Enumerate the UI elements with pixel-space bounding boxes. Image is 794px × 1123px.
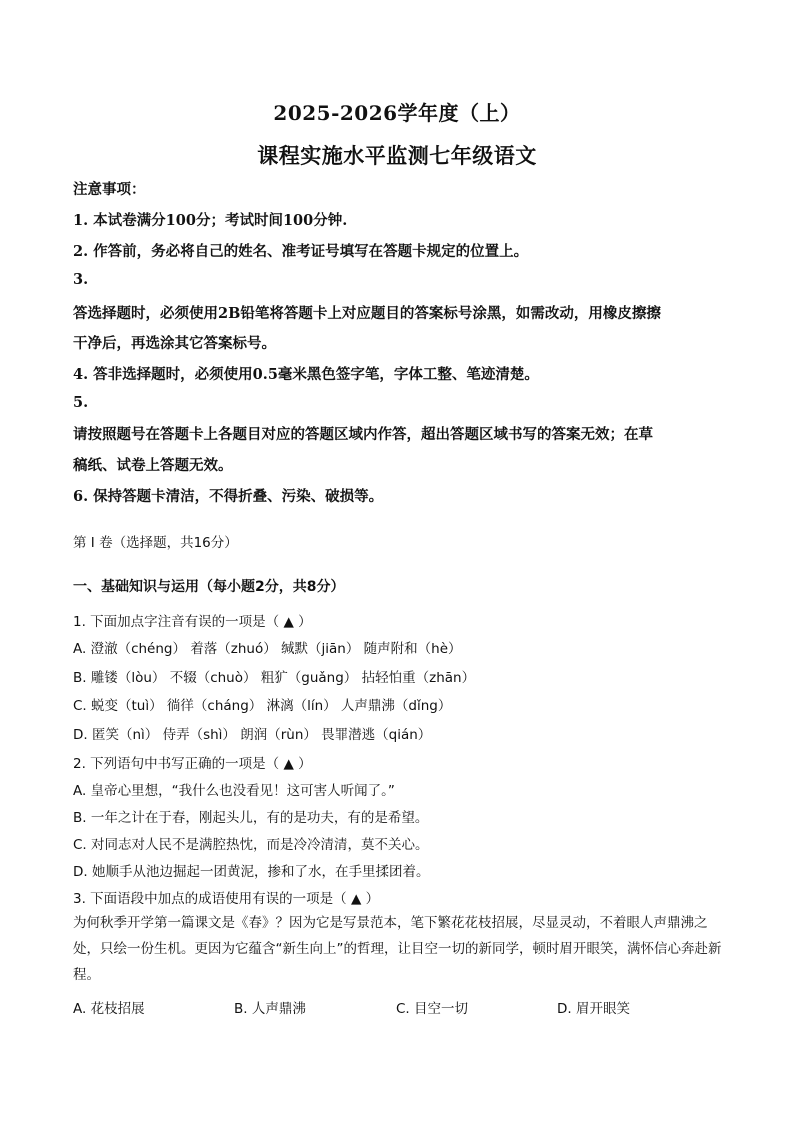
q2-option-b: B. 一年之计在于春，刚起头儿，有的是功夫，有的是希望。 [73, 810, 429, 826]
q3-passage: 为何秋季开学第一篇课文是《春》？因为它是写景范本，笔下繁花花枝招展，尽显灵动，不着眼人声鼎沸之处，只绘一份生机。更因为它蕴含“新生向上”的哲理，让目空一切的新同学，顿时眉开眼笑，满怀信心奔赴新程。 [73, 915, 722, 983]
notice-item-6: 6. 保持答题卡清洁，不得折叠、污染、破损等。 [73, 488, 384, 505]
notice-item-5-number: 5. [73, 394, 89, 411]
notice-item-5-text: 请按照题号在答题卡上各题目对应的答题区域内作答，超出答题区域书写的答案无效；在草 [73, 426, 653, 443]
notice-item-5-text-cont: 稿纸、试卷上答题无效。 [73, 457, 233, 474]
q2-option-c: C. 对同志对人民不是满腔热忱，而是冷冷清清，莫不关心。 [73, 837, 429, 853]
q3-option-d: D. 眉开眼笑 [557, 1001, 630, 1017]
exam-subject-title: 课程实施水平监测七年级语文 [257, 143, 537, 168]
notice-heading: 注意事项： [73, 181, 146, 198]
q3-option-c: C. 目空一切 [396, 1001, 469, 1017]
notice-item-3-number: 3. [73, 271, 89, 288]
notice-item-2: 2. 作答前，务必将自己的姓名、准考证号填写在答题卡规定的位置上。 [73, 243, 529, 260]
q1-option-d: D. 匿笑（nì） 侍弄（shì） 朗润（rùn） 畏罪潜逃（qián） [73, 727, 432, 743]
q3-option-b: B. 人声鼎沸 [234, 1001, 306, 1017]
notice-item-1: 1. 本试卷满分100分；考试时间100分钟. [73, 212, 348, 229]
q3-stem: 3. 下面语段中加点的成语使用有误的一项是（ ▲ ） [73, 891, 380, 907]
q1-option-b: B. 雕镂（lòu） 不辍（chuò） 粗犷（guǎng） 拈轻怕重（zhān） [73, 670, 476, 686]
notice-item-3-text: 答选择题时，必须使用2B铅笔将答题卡上对应题目的答案标号涂黑，如需改动，用橡皮擦擦 [73, 305, 661, 322]
q2-option-a: A. 皇帝心里想，“我什么也没看见！这可害人听闻了。” [73, 783, 395, 799]
q1-option-c: C. 蜕变（tuì） 徜徉（cháng） 淋漓（lín） 人声鼎沸（dǐng） [73, 698, 452, 714]
exam-year-title: 2025-2026学年度（上） [273, 101, 521, 125]
section1-title: 一、基础知识与运用（每小题2分，共8分） [73, 579, 345, 595]
notice-item-3-text-cont: 干净后，再选涂其它答案标号。 [73, 335, 276, 352]
q2-stem: 2. 下列语句中书写正确的一项是（ ▲ ） [73, 756, 312, 772]
notice-item-4: 4. 答非选择题时，必须使用0.5毫米黑色签字笔，字体工整、笔迹清楚。 [73, 366, 539, 383]
q3-option-a: A. 花枝招展 [73, 1001, 145, 1017]
q1-stem: 1. 下面加点字注音有误的一项是（ ▲ ） [73, 614, 312, 630]
q2-option-d: D. 她顺手从池边掘起一团黄泥，掺和了水，在手里揉团着。 [73, 864, 430, 880]
part1-title: 第 I 卷（选择题，共16分） [73, 535, 238, 551]
q1-option-a: A. 澄澈（chéng） 着落（zhuó） 缄默（jiān） 随声附和（hè） [73, 641, 462, 657]
